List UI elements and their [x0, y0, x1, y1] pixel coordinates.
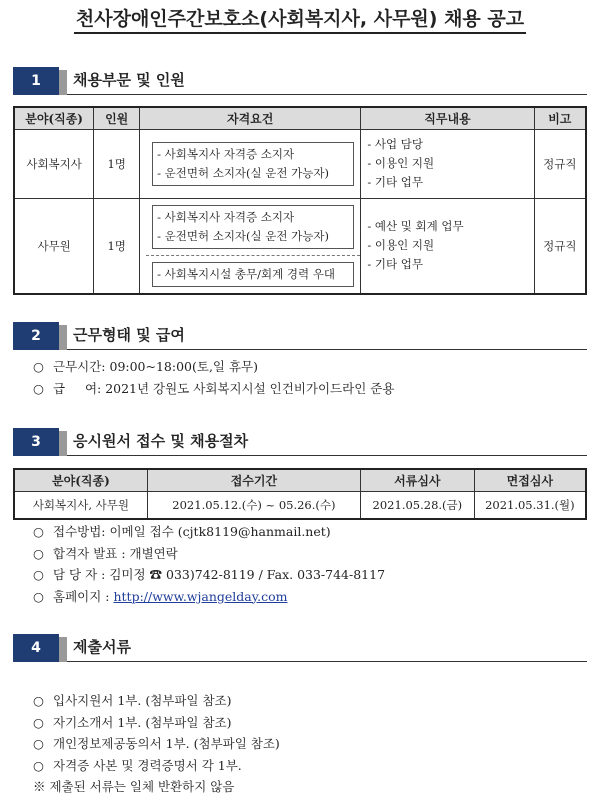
table-row: [14, 198, 586, 294]
list-item: ○ 합격자 발표 : 개별연락: [33, 545, 178, 561]
cell-count: 1명: [94, 198, 140, 294]
cell-field: 사회복지사, 사무원: [14, 491, 147, 519]
list-item: ○ 홈페이지 : http://www.wjangelday.com: [33, 588, 288, 604]
application-info-list: [33, 521, 385, 607]
col-header: 비고: [534, 107, 586, 129]
list-item: ○ 담 당 자 : 김미정 ☎ 033)742-8119 / Fax. 033-744-8117: [33, 567, 386, 582]
col-header: 접수기간: [147, 469, 360, 491]
list-item: ○ 개인정보제공동의서 1부. (첨부파일 참조): [33, 736, 280, 751]
cell-field: 사회복지사: [14, 129, 94, 198]
col-header: 자격요건: [140, 107, 361, 129]
work-conditions-list: [33, 356, 394, 399]
section-title: 제출서류: [73, 638, 131, 656]
list-item: ○ 접수방법: 이메일 접수 (cjtk8119@hanmail.net): [33, 524, 331, 539]
section-number: 2: [13, 322, 59, 350]
section-number: 3: [13, 428, 59, 456]
cell-duties: - 예산 및 회계 업무 - 이용인 지원 - 기타 업무: [361, 198, 534, 294]
table-row: [14, 491, 586, 519]
cell-count: 1명: [94, 129, 140, 198]
col-header: 면접심사: [474, 469, 586, 491]
list-item: ○ 급 여: 2021년 강원도 사회복지시설 인건비가이드라인 준용: [33, 380, 395, 396]
section-title: 근무형태 및 급여: [73, 326, 185, 344]
cell-quals: - 사회복지사 자격증 소지자 - 운전면허 소지자(실 운전 가능자): [140, 129, 361, 198]
section-1-header: [13, 67, 587, 95]
col-header: 인원: [94, 107, 140, 129]
cell-note: 정규직: [534, 129, 586, 198]
cell-note: 정규직: [534, 198, 586, 294]
cell-interview: 2021.05.31.(월): [474, 491, 586, 519]
col-header: 분야(직종): [14, 107, 94, 129]
table-row: [14, 129, 586, 198]
list-item: ○ 자격증 사본 및 경력증명서 각 1부.: [33, 757, 242, 773]
schedule-table: [13, 468, 587, 520]
col-header: 직무내용: [361, 107, 534, 129]
documents-list: [33, 690, 280, 798]
col-header: 분야(직종): [14, 469, 147, 491]
section-number: 1: [13, 67, 59, 95]
list-item: ○ 근무시간: 09:00~18:00(토,일 휴무): [33, 359, 259, 374]
cell-quals: - 사회복지사 자격증 소지자 - 운전면허 소지자(실 운전 가능자) - 사회복지시설 총무/회계 경력 우대: [140, 198, 361, 294]
table-header-row: [14, 469, 586, 491]
cell-document-review: 2021.05.28.(금): [360, 491, 474, 519]
page-title: 천사장애인주간보호소(사회복지사, 사무원) 채용 공고: [0, 4, 600, 31]
list-item: ○ 자기소개서 1부. (첨부파일 참조): [33, 714, 232, 730]
col-header: 서류심사: [360, 469, 474, 491]
cell-duties: - 사업 담당 - 이용인 지원 - 기타 업무: [361, 129, 534, 198]
documents-note: ※ 제출된 서류는 일체 반환하지 않음: [33, 779, 235, 794]
section-4-header: [13, 634, 587, 662]
homepage-link[interactable]: http://www.wjangelday.com: [113, 588, 288, 604]
section-3-header: [13, 428, 587, 456]
section-title: 응시원서 접수 및 채용절차: [73, 432, 249, 450]
section-number: 4: [13, 634, 59, 662]
section-2-header: [13, 322, 587, 350]
section-title: 채용부문 및 인원: [73, 71, 185, 89]
positions-table: [13, 106, 587, 295]
list-item: ○ 입사지원서 1부. (첨부파일 참조): [33, 693, 232, 708]
cell-period: 2021.05.12.(수) ~ 05.26.(수): [147, 491, 360, 519]
cell-field: 사무원: [14, 198, 94, 294]
table-header-row: [14, 107, 586, 129]
